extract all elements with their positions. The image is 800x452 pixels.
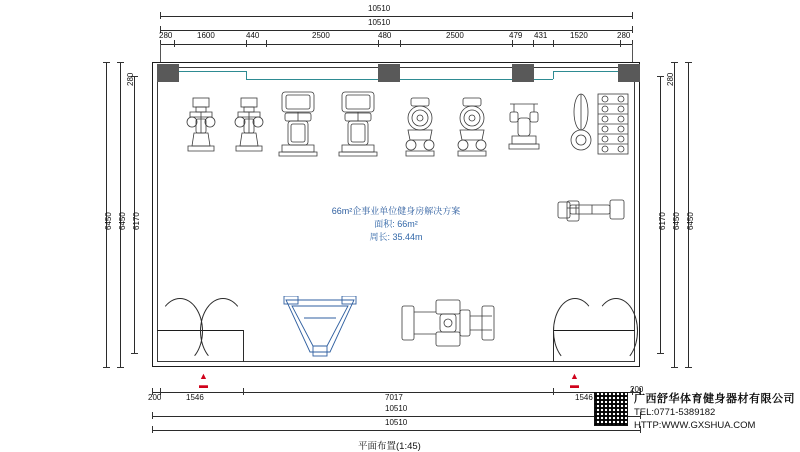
dim-left-6170: 6170 [132,212,141,230]
door-swing-left-2 [157,298,203,364]
equipment-seated-row-machine [400,292,496,358]
dim-top-1: 280 [159,31,173,40]
dim-left-6450-outer: 6450 [104,212,113,230]
dim-line-top-overall-1 [160,16,632,17]
dim-bottom-200-left: 200 [148,393,162,402]
pillar-left [157,64,179,82]
dim-top-5: 480 [378,31,392,40]
door-marker-left: ▲ ▬ [199,371,208,390]
dim-top-3: 440 [246,31,260,40]
tick [632,26,633,33]
dim-line-bottom-overall-2 [152,430,640,431]
dim-left-280: 280 [126,72,135,86]
center-label-line2: 面积: 66m² [374,219,418,229]
equipment-punching-bag [566,92,596,154]
dim-top-7: 479 [509,31,523,40]
equipment-spin-bike-2 [452,96,492,158]
dim-line-bottom-overall-1 [152,416,640,417]
qr-code [594,392,628,426]
plan-center-label [306,205,486,244]
tick [160,12,161,19]
dim-top-9: 1520 [570,31,588,40]
dim-right-280: 280 [666,72,675,86]
door-swing-right-2 [594,298,638,364]
equipment-lat-pulldown-machine [504,98,544,154]
pillar-mid-left [378,64,400,82]
pillar-mid-right [512,64,534,82]
dim-bottom-200-right: 200 [630,385,644,394]
dim-bottom-1546-right: 1546 [575,393,593,402]
dim-line-top-chain [160,44,632,45]
dim-bottom-7017: 7017 [385,393,403,402]
dim-right-6170: 6170 [658,212,667,230]
dim-top-overall-2: 10510 [368,18,391,27]
equipment-dumbbell-rack [596,92,630,156]
dim-top-overall-1: 10510 [368,4,391,13]
company-name: 广西舒华体育健身器材有限公司 [634,393,795,405]
dim-line-top-overall-2 [160,30,632,31]
equipment-spin-bike-1 [400,96,440,158]
dim-bottom-overall-2: 10510 [385,418,408,427]
company-info [634,390,795,432]
dim-top-4: 2500 [312,31,330,40]
equipment-shoulder-press-machine [184,96,218,154]
drawing-title: 平面布置(1:45) [358,441,421,452]
company-website: HTTP:WWW.GXSHUA.COM [634,420,756,431]
center-label-line1: 66m²企事业单位健身房解决方案 [331,206,461,216]
dim-right-6450-outer: 6450 [686,212,695,230]
door-swing-left [200,298,246,364]
equipment-leg-press-machine-2 [336,90,380,158]
pillar-right [618,64,640,82]
equipment-leg-press-machine-1 [276,90,320,158]
dim-bottom-1546-left: 1546 [186,393,204,402]
dim-top-6: 2500 [446,31,464,40]
equipment-treadmill-1 [566,200,580,222]
door-marker-right: ▲ ▬ [570,371,579,390]
dim-top-2: 1600 [197,31,215,40]
dim-bottom-overall-1: 10510 [385,404,408,413]
equipment-multi-gym-station [282,296,358,358]
center-label-line3: 周长: 35.44m [369,232,423,242]
tick [632,12,633,19]
equipment-chest-press-machine [232,96,266,154]
dim-top-8: 431 [534,31,548,40]
door-swing-right [553,298,597,364]
dim-left-6450-inner: 6450 [118,212,127,230]
dim-top-10: 280 [617,31,631,40]
company-tel: TEL:0771-5389182 [634,407,716,418]
dim-right-6450-inner: 6450 [672,212,681,230]
